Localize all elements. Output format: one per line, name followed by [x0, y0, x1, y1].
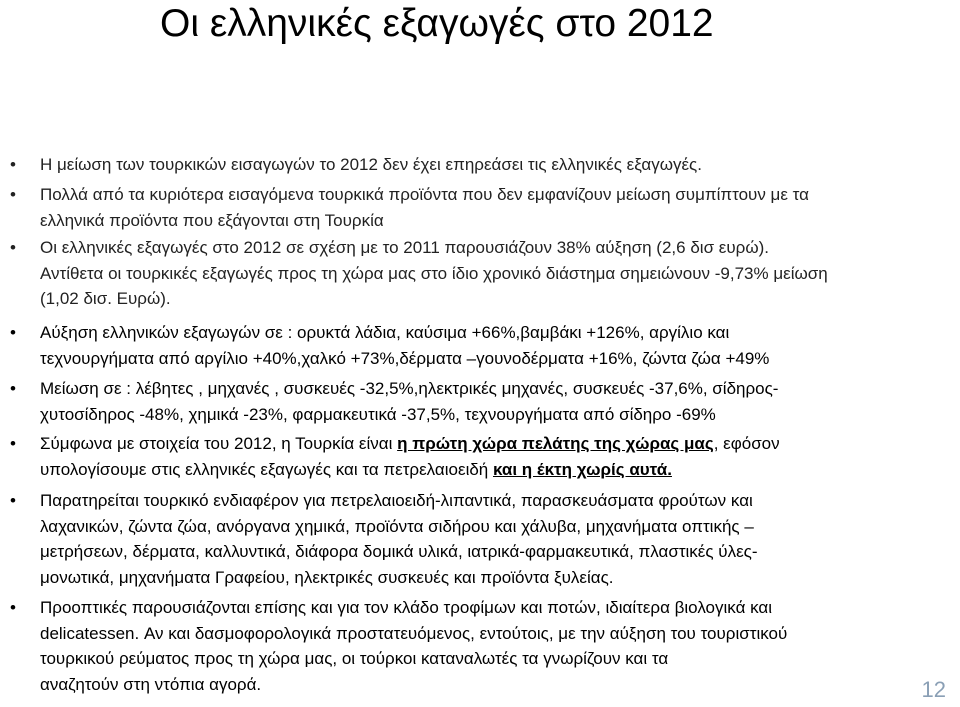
bullet-text-line: Οι ελληνικές εξαγωγές στο 2012 σε σχέση με το 2011 παρουσιάζουν 38% αύξηση (2,6 δισ ευρώ).	[40, 238, 769, 257]
bullet-dot: •	[10, 434, 16, 453]
bullet-item	[10, 431, 946, 482]
emphasis-text: και η έκτη χωρίς αυτά.	[492, 459, 672, 479]
bullet-text-line: ελληνικά προϊόντα που εξάγονται στη Τουρκία	[40, 210, 384, 230]
page-number: 12	[921, 677, 946, 702]
bullet-text-line: Μείωση σε : λέβητες , μηχανές , συσκευές -32,5%,ηλεκτρικές μηχανές, συσκευές -37,6%, σίδηρος-	[40, 379, 779, 398]
bullet-text-line: Αύξηση ελληνικών εξαγωγών σε : ορυκτά λάδια, καύσιμα +66%,βαμβάκι +126%, αργίλιο και	[40, 323, 730, 342]
text-segment: υπολογίσουμε στις ελληνικές εξαγωγές και τα πετρελαιοειδή	[40, 459, 493, 479]
bullet-item	[10, 152, 946, 178]
bullet-text-line: τουρκικού ρεύματος προς τη χώρα μας, οι τούρκοι καταναλωτές τα γνωρίζουν και τα	[40, 649, 669, 668]
bullet-dot: •	[10, 323, 16, 342]
bullet-item	[10, 235, 946, 312]
bullet-text-line: χυτοσίδηρος -48%, χημικά -23%, φαρμακευτικά -37,5%, τεχνουργήματα από σίδηρο -69%	[40, 404, 716, 424]
bullet-dot: •	[10, 491, 16, 510]
bullet-dot: •	[10, 238, 16, 257]
bullet-text-line: μετρήσεων, δέρματα, καλλυντικά, διάφορα δομικά υλικά, ιατρικά-φαρμακευτικά, πλαστικές ύλες-	[40, 542, 758, 561]
bullet-text-line: μονωτικά, μηχανήματα Γραφείου, ηλεκτρικές συσκευές και προϊόντα ξυλείας.	[40, 567, 614, 587]
bullet-text-line: delicatessen. Αν και δασμοφορολογικά προστατευόμενος, εντούτοις, με την αύξηση του τουριστικού	[40, 623, 788, 643]
emphasis-text: η πρώτη χώρα πελάτης της χώρας μας	[397, 434, 714, 453]
bullet-dot: •	[10, 185, 16, 204]
bullet-text-line	[40, 431, 946, 457]
bullet-dot: •	[10, 155, 16, 174]
bullet-text-line: Προοπτικές παρουσιάζονται επίσης και για τον κλάδο τροφίμων και ποτών, ιδιαίτερα βιολογικά και	[40, 598, 773, 617]
bullet-text-line	[40, 457, 946, 483]
bullet-item	[10, 376, 946, 427]
bullet-text-line: Πολλά από τα κυριότερα εισαγόμενα τουρκικά προϊόντα που δεν εμφανίζουν μείωση συμπίπτουν με τα	[40, 185, 809, 204]
bullet-text-line: Παρατηρείται τουρκικό ενδιαφέρον για πετρελαιοειδή-λιπαντικά, παρασκευάσματα φρούτων και	[40, 491, 753, 510]
bullet-dot: •	[10, 598, 16, 617]
bullet-item	[10, 182, 946, 233]
bullet-text-line: Αντίθετα οι τουρκικές εξαγωγές προς τη χώρα μας στο ίδιο χρονικό διάστημα σημειώνουν -9,73% μείωση	[40, 263, 828, 283]
slide-title: Οι ελληνικές εξαγωγές στο 2012	[160, 2, 714, 45]
bullet-text-line: τεχνουργήματα από αργίλιο +40%,χαλκό +73%,δέρματα –γουνοδέρματα +16%, ζώντα ζώα +49%	[40, 348, 770, 368]
bullet-item	[10, 320, 946, 371]
text-segment: , εφόσον	[713, 434, 780, 453]
bullet-text-line: λαχανικών, ζώντα ζώα, ανόργανα χημικά, προϊόντα σιδήρου και χάλυβα, μηχανήματα οπτικής –	[40, 516, 754, 536]
text-segment: Σύμφωνα με στοιχεία του 2012, η Τουρκία είναι	[40, 434, 398, 453]
bullet-item	[10, 488, 946, 590]
bullet-text-line: (1,02 δισ. Ευρώ).	[40, 289, 171, 308]
bullet-text-line: Η μείωση των τουρκικών εισαγωγών το 2012 δεν έχει επηρεάσει τις ελληνικές εξαγωγές.	[40, 155, 702, 174]
bullet-item	[10, 595, 946, 697]
bullet-text-line: αναζητούν στη ντόπια αγορά.	[40, 674, 262, 694]
bullet-dot: •	[10, 379, 16, 398]
